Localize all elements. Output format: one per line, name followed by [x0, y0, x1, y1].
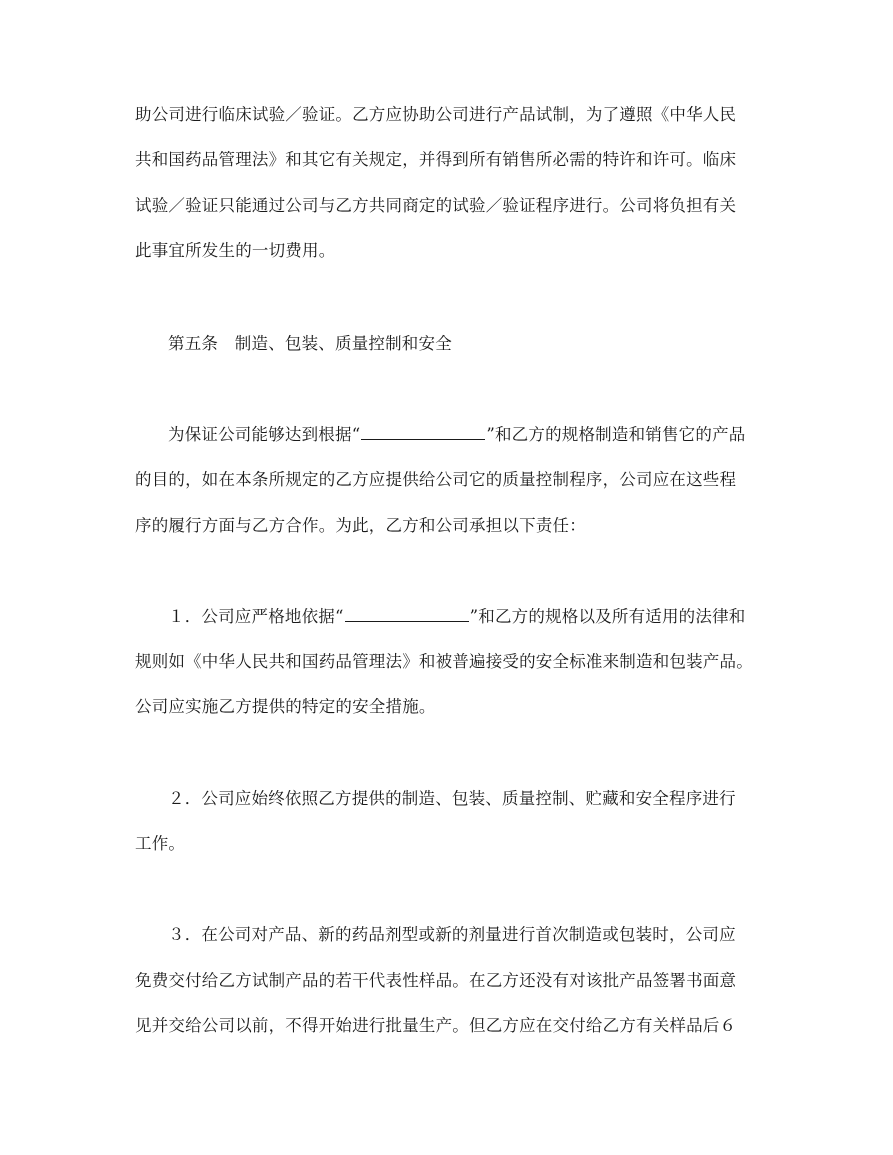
fill-in-blank	[361, 425, 485, 440]
article5-para-line-2: 的目的，如在本条所规定的乙方应提供给公司它的质量控制程序，公司应在这些程	[135, 470, 737, 489]
item-2-line-1: ２．公司应始终依照乙方提供的制造、包装、质量控制、贮藏和安全程序进行	[168, 789, 736, 808]
article-5-heading: 第五条 制造、包装、质量控制和安全	[168, 334, 452, 353]
article5-para-line-1-after: ”和乙方的规格制造和销售它的产品	[486, 425, 746, 444]
item-1-line-1-before: １．公司应严格地依据“	[168, 607, 344, 626]
item-3-line-1: ３．在公司对产品、新的药品剂型或新的剂量进行首次制造或包装时，公司应	[168, 925, 736, 944]
intro-line-1: 助公司进行临床试验／验证。乙方应协助公司进行产品试制，为了遵照《中华人民	[135, 105, 737, 124]
item-2-line-2: 工作。	[135, 834, 186, 853]
item-1-line-2: 规则如《中华人民共和国药品管理法》和被普遍接受的安全标准来制造和包装产品。	[135, 652, 753, 671]
article5-para-line-1-before: 为保证公司能够达到根据“	[168, 425, 361, 444]
intro-line-4: 此事宜所发生的一切费用。	[135, 241, 336, 260]
fill-in-blank	[345, 607, 469, 622]
item-1-line-1	[168, 607, 745, 627]
intro-line-2: 共和国药品管理法》和其它有关规定，并得到所有销售所必需的特许和许可。临床	[135, 150, 737, 169]
intro-line-3: 试验／验证只能通过公司与乙方共同商定的试验／验证程序进行。公司将负担有关	[135, 196, 737, 215]
article5-para-line-3: 序的履行方面与乙方合作。为此，乙方和公司承担以下责任：	[135, 516, 586, 535]
item-3-line-3: 见并交给公司以前，不得开始进行批量生产。但乙方应在交付给乙方有关样品后６	[135, 1016, 737, 1035]
article5-para-line-1	[168, 425, 745, 445]
item-3-line-2: 免费交付给乙方试制产品的若干代表性样品。在乙方还没有对该批产品签署书面意	[135, 971, 737, 990]
item-1-line-3: 公司应实施乙方提供的特定的安全措施。	[135, 697, 436, 716]
item-1-line-1-after: ”和乙方的规格以及所有适用的法律和	[469, 607, 746, 626]
